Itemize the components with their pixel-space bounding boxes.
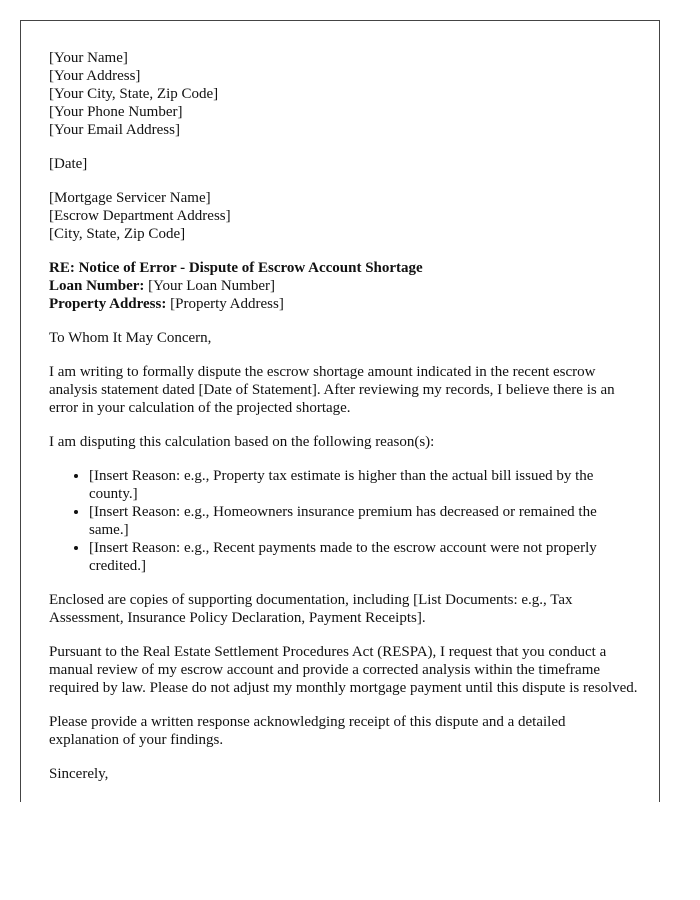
recipient-address: [Escrow Department Address] xyxy=(49,208,231,224)
property-address-label: Property Address: xyxy=(49,296,167,312)
letter-page xyxy=(20,20,660,802)
intro-paragraph: I am writing to formally dispute the escrow shortage amount indicated in the recent escrow analysis statement dated [Date of Statement]. After reviewing my records, I believe there is an error in your calculation of the projected shortage. xyxy=(49,364,615,416)
letter-date: [Date] xyxy=(49,156,88,172)
subject-block xyxy=(49,259,639,313)
enclosures-paragraph: Enclosed are copies of supporting documentation, including [List Documents: e.g., Tax Assessment, Insurance Policy Declaration, Payment Receipts]. xyxy=(49,592,573,626)
recipient-block xyxy=(49,189,639,243)
re-line: RE: Notice of Error - Dispute of Escrow Account Shortage xyxy=(49,260,423,276)
loan-number-value: [Your Loan Number] xyxy=(144,278,275,294)
salutation: To Whom It May Concern, xyxy=(49,330,212,346)
sender-name: [Your Name] xyxy=(49,50,128,66)
reason-item: • [Insert Reason: e.g., Homeowners insurance premium has decreased or remained the same.] xyxy=(89,503,639,539)
sender-email: [Your Email Address] xyxy=(49,122,180,138)
reason-item: • [Insert Reason: e.g., Recent payments made to the escrow account were not properly credited.] xyxy=(89,539,639,575)
sender-city-state-zip: [Your City, State, Zip Code] xyxy=(49,86,219,102)
recipient-city-state-zip: [City, State, Zip Code] xyxy=(49,226,186,242)
reasons-list xyxy=(49,467,639,575)
letter-content xyxy=(49,49,639,799)
loan-number-line xyxy=(49,277,639,295)
date-block xyxy=(49,155,639,173)
response-request-paragraph: Please provide a written response acknowledging receipt of this dispute and a detailed explanation of your findings. xyxy=(49,714,566,748)
respa-paragraph: Pursuant to the Real Estate Settlement Procedures Act (RESPA), I request that you conduct a manual review of my escrow account and provide a corrected analysis within the timeframe required by law. Please do not adjust my monthly mortgage payment until this dispute is resolved. xyxy=(49,644,638,696)
closing: Sincerely, xyxy=(49,766,109,782)
recipient-name: [Mortgage Servicer Name] xyxy=(49,190,211,206)
reason-item: • [Insert Reason: e.g., Property tax estimate is higher than the actual bill issued by the county.] xyxy=(89,467,639,503)
property-address-line xyxy=(49,295,639,313)
sender-phone: [Your Phone Number] xyxy=(49,104,183,120)
reasons-intro-paragraph: I am disputing this calculation based on the following reason(s): xyxy=(49,434,435,450)
property-address-value: [Property Address] xyxy=(166,296,284,312)
sender-address: [Your Address] xyxy=(49,68,141,84)
loan-number-label: Loan Number: xyxy=(49,278,145,294)
sender-block xyxy=(49,49,639,139)
